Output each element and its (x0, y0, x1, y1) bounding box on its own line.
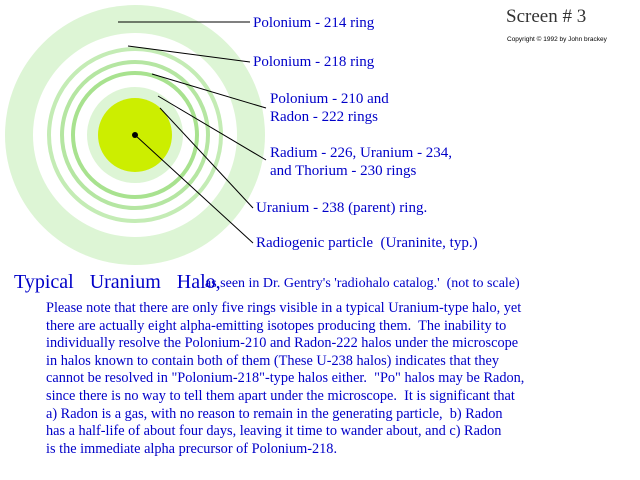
label-polonium-210-line2: Radon - 222 rings (270, 109, 378, 125)
label-radium-226-line1: Radium - 226, Uranium - 234, (270, 145, 453, 161)
caption-subtitle: as seen in Dr. Gentry's 'radiohalo catalog.' (not to scale) (205, 276, 520, 291)
screen-label: Screen # 3 (506, 6, 587, 27)
copyright-notice: Copyright © 1992 by John brackey (507, 36, 607, 43)
paragraph-line: individually resolve the Polonium-210 and Radon-222 halos under the microscope (46, 335, 519, 352)
label-polonium-218: Polonium - 218 ring (253, 54, 375, 70)
label-polonium-214: Polonium - 214 ring (253, 15, 375, 31)
label-uranium-238: Uranium - 238 (parent) ring. (256, 200, 428, 216)
paragraph-line: there are actually eight alpha-emitting isotopes producing them. The inability to (46, 317, 507, 334)
paragraph-line: has a half-life of about four days, leaving it time to wander about, and c) Radon (46, 423, 502, 440)
paragraph-line: in halos known to contain both of them (These U-238 halos) indicates that they (46, 352, 500, 369)
caption-title: Typical Uranium Halo, (14, 271, 221, 293)
paragraph-line: a) Radon is a gas, with no reason to remain in the generating particle, b) Radon (46, 405, 503, 422)
paragraph-line: is the immediate alpha precursor of Polonium-218. (46, 440, 338, 457)
paragraph-line: since there is no way to tell them apart under the microscope. It is significant that (46, 387, 515, 404)
paragraph-line: cannot be resolved in "Polonium-218"-type halos either. "Po" halos may be Radon, (46, 370, 525, 387)
paragraph-line: Please note that there are only five rings visible in a typical Uranium-type halo, yet (46, 300, 522, 316)
explanation-paragraph (46, 300, 636, 458)
label-polonium-210-line1: Polonium - 210 and (270, 91, 389, 107)
label-radium-226-line2: and Thorium - 230 rings (270, 163, 417, 179)
label-radiogenic-particle: Radiogenic particle (Uraninite, typ.) (256, 235, 478, 251)
